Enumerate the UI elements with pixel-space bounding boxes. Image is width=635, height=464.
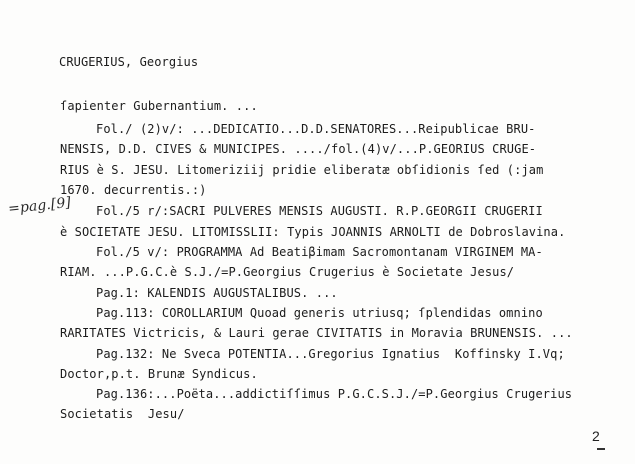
- text-line: Pag.136:...Poëta...addictiſſimus P.G.C.S.J./=P.Georgius Crugerius: [96, 387, 573, 401]
- text-line: Societatis Jesu/: [60, 407, 185, 421]
- text-line: 1670. decurrentis.:): [60, 183, 207, 197]
- text-line: ſapienter Gubernantium. ...: [60, 99, 258, 113]
- handwritten-page-note: =pag.[9]: [7, 194, 72, 218]
- text-line: Pag.113: COROLLARIUM Quoad generis utriusq; ſplendidas omnino: [96, 306, 543, 320]
- text-line: RARITATES Victricis, & Lauri gerae CIVITATIS in Moravia BRUNENSIS. ...: [60, 326, 573, 340]
- text-line: Fol./5 r/:SACRI PULVERES MENSIS AUGUSTI. R.P.GEORGII CRUGERII: [96, 204, 543, 218]
- text-line: RIUS è S. JESU. Litomeriziij pridie eliberatæ obſidionis ſed (:jam: [60, 163, 544, 177]
- text-line: Fol./ (2)v/: ...DEDICATIO...D.D.SENATORES...Reipublicae BRU-: [96, 122, 536, 136]
- card-heading: CRUGERIUS, Georgius: [59, 55, 199, 69]
- text-line: Doctor,p.t. Brunæ Syndicus.: [60, 367, 258, 381]
- text-line: NENSIS, D.D. CIVES & MUNICIPES. ..../fol.(4)v/...P.GEORIUS CRUGE-: [60, 142, 537, 156]
- underline-mark: [597, 448, 605, 450]
- text-line: Fol./5 v/: PROGRAMMA Ad Beatiβimam Sacromontanam VIRGINEM MA-: [96, 245, 543, 259]
- card-page-number: 2: [592, 428, 600, 444]
- text-line: Pag.1: KALENDIS AUGUSTALIBUS. ...: [96, 286, 338, 300]
- text-line: Pag.132: Ne Sveca POTENTIA...Gregorius Ignatius Koffinsky I.Vq;: [96, 347, 565, 361]
- text-line: RIAM. ...P.G.C.è S.J./=P.Georgius Crugerius è Societate Jesus/: [60, 265, 515, 279]
- text-line: è SOCIETATE JESU. LITOMISSLII: Typis JOANNIS ARNOLTI de Dobroslavina.: [60, 225, 566, 239]
